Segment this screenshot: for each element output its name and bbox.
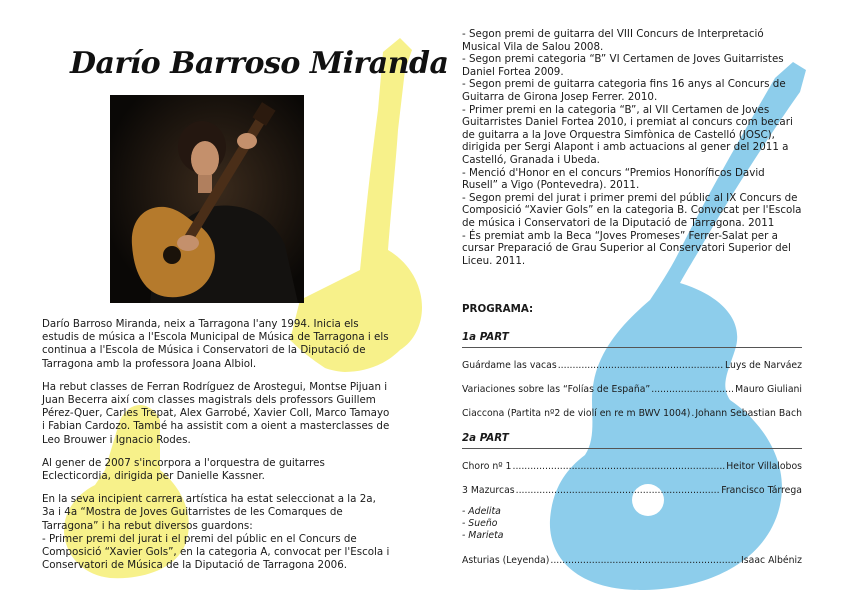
program-item [462,384,802,396]
work-title: Ciaccona (Partita nº2 de violí en re m BWV 1004) [462,408,691,419]
awards-list [462,28,802,267]
program-item [462,408,802,420]
program-item [462,555,802,567]
award-item: - Menció d'Honor en el concurs “Premios Honoríficos David Rusell” a Vigo (Pontevedra). 2011. [462,166,765,192]
dot-leader [550,555,740,567]
page-title: Darío Barroso Miranda [70,46,449,82]
composer: Isaac Albéniz [741,554,802,566]
mazurca-item: - Adelita [462,506,501,517]
bio-paragraph: Darío Barroso Miranda, neix a Tarragona l'any 1994. Inicia els estudis de música a l'Escola Municipal de Música de Tarragona i els continua a l'Escola de Música i Conservatori de la Diputació de Tarragona amb la professora Joana Albiol. [42,318,389,370]
award-item: - Segon premi de guitarra categoria fins 16 anys al Concurs de Guitarra de Girona Josep Ferrer. 2010. [462,78,786,103]
concert-program [462,303,802,579]
biography [42,318,392,572]
award-item: - Segon premi del jurat i primer premi del públic al IX Concurs de Composició “Xavier Gols” en la categoria B. Convocat per l'Escola de música i Conservatori de la Diputació de Tarragona. 2011 [462,191,802,229]
work-title: Asturias (Leyenda) [462,554,550,566]
work-title: Variaciones sobre las “Folías de España” [462,384,651,395]
work-title: Guárdame las vacas [462,360,557,371]
mazurca-item: - Sueño [462,518,498,530]
divider [462,347,802,348]
guitarist-photo [110,95,304,303]
mazurca-item: - Marieta [462,530,504,542]
guitarist-photo-icon [110,95,304,303]
program-heading: PROGRAMA: [462,303,534,315]
bio-paragraph: Ha rebut classes de Ferran Rodríguez de Arostegui, Montse Pijuan i Juan Becerra així com classes magistrals dels professors Guillem Pérez-Quer, Carles Trepat, Alex Garrobé, Xavier Coll, Marco Tamayo i Fabian Cardozo. També ha assistit com a oient a masterclasses de Leo Brouwer i Ignacio Rodes. [42,380,390,446]
work-title: 3 Mazurcas [462,485,515,496]
award-item: - Primer premi en la categoria “B”, al VII Certamen de Joves Guitarristes Daniel Fortea 2010, i premiat al concurs com becari de guitarra a la Jove Orquestra Simfònica de Castelló (JOSC), dirigida per Sergi Alapont i amb actuacions al gener del 2011 a Castelló, Granada i Ubeda. [462,103,793,166]
award-item: - Segon premi categoria “B” VI Certamen de Joves Guitarristes Daniel Fortea 2009. [462,53,784,78]
composer: Mauro Giuliani [735,384,802,395]
dot-leader [558,360,724,372]
award-item: - És premiat amb la Beca “Joves Promeses” Ferrer-Salat per a cursar Preparació de Grau Superior al Conservatori Superior del Liceu. 2011. [462,229,791,267]
dot-leader [516,485,721,497]
composer: Francisco Tárrega [721,485,802,496]
divider [462,448,802,449]
bio-paragraph: En la seva incipient carrera artística ha estat seleccionat a la 2a, 3a i 4a “Mostra de Joves Guitarristes de les Comarques de Tarragona” i ha rebut diversos guardons: [42,493,376,532]
work-title: Choro nº 1 [462,461,512,472]
dot-leader [691,408,694,420]
program-item [462,360,802,372]
bio-paragraph: Al gener de 2007 s'incorpora a l'orquestra de guitarres Eclecticordia, dirigida per Danielle Kassner. [42,456,325,483]
composer: Johann Sebastian Bach [695,408,802,419]
bio-paragraph: - Primer premi del jurat i el premi del públic en el Concurs de Composició “Xavier Gols”, en la categoria A, convocat per l'Escola i Conservatori de Música de la Diputació de Tarragona 2006. [42,532,390,572]
part-2-heading: 2a PART [462,432,509,444]
award-item: - Segon premi de guitarra del VIII Concurs de Interpretació Musical Vila de Salou 2008. [462,28,764,53]
dot-leader [651,384,734,396]
program-item [462,485,802,497]
dot-leader [512,461,725,473]
mazurcas-list [462,506,802,543]
composer: Luys de Narváez [724,360,802,371]
composer: Heitor Villalobos [726,461,802,472]
program-item [462,461,802,473]
part-1-heading: 1a PART [462,331,509,343]
